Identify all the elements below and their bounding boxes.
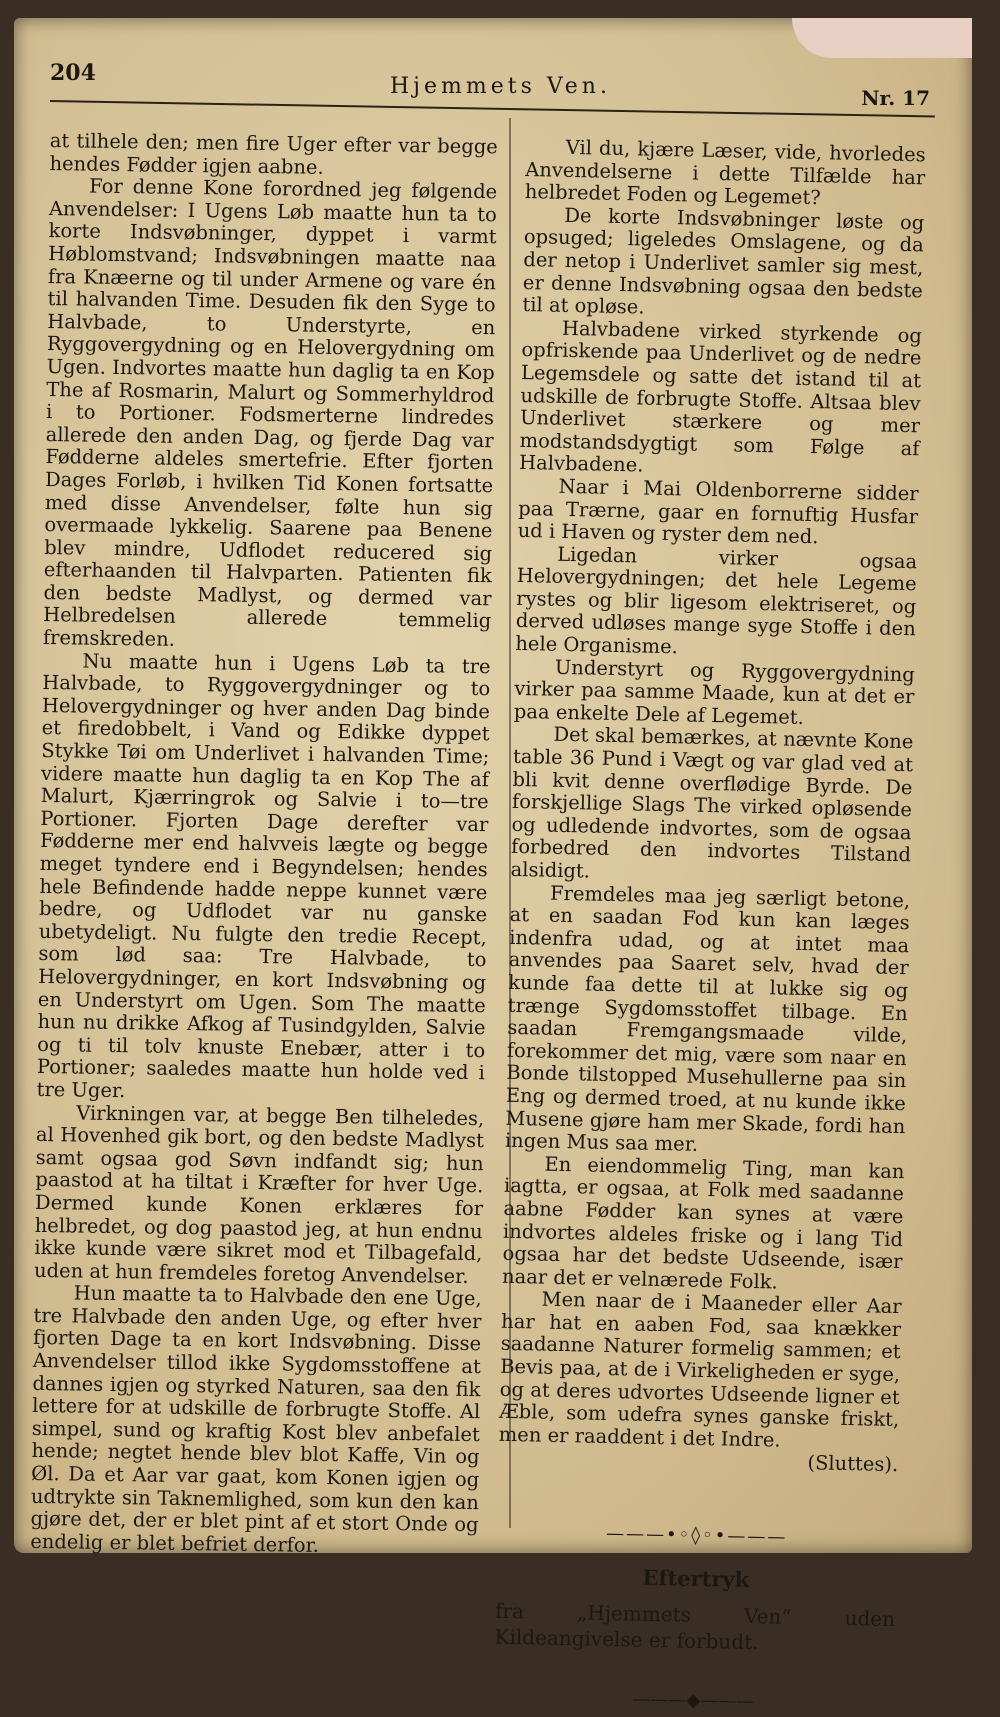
ornament-divider-bottom: ———◆——— xyxy=(632,1688,755,1713)
closing-note: (Sluttes). xyxy=(807,1451,899,1477)
paragraph: Virkningen var, at begge Ben tilheledes, al Hovenhed gik bort, og den bedste Madlyst samt ogsaa god Søvn indfandt sig; hun paastod at ha tiltat i Kræfter for hver Uge. Dermed kunde Konen erklæres for helbredet, og dog paastod jeg, at hun endnu ikke kunde være sikret mod et Tilbagefald, uden at hun fremdeles foretog Anvendelser. xyxy=(33,1100,485,1288)
paragraph: Nu maatte hun i Ugens Løb ta tre Halvbade, to Ryggovergydninger og to Helovergydninger og hver anden Dag binde et firedobbelt, i Vand og Edikke dyppet Stykke Tøi om Underlivet i halvanden Time; videre maatte hun daglig ta en Kop The af Malurt, Kjærringrok og Salvie i to—tre Portioner. Fjorten Dage derefter var Fødderne mer end halvveis lægte og begge meget tyndere end i Begyndelsen; hendes hele Befindende hadde neppe kunnet være bedre, og Udflodet var nu ganske ubetydeligt. Nu fulgte den tredie Recept, som lød saa: Tre Halvbade, to Helovergydninger, en kort Indsvøbning og en Understyrt om Ugen. Som The maatte hun nu drikke Afkog af Tusindgylden, Salvie og ti til tolv knuste Enebær, atter i to Portioner; saaledes maatte hun holde ved i tre Uger. xyxy=(36,649,491,1103)
paragraph: Ligedan virker ogsaa Helovergydningen; det hele Legeme rystes og blir ligesom elektriseret, og derved udløses mange syge Stoffe i den hele Organisme. xyxy=(515,542,918,659)
page-corner xyxy=(792,18,972,58)
paragraph: Men naar de i Maaneder eller Aar har hat en aaben Fod, saa knækker saadanne Naturer formelig sammen; et Bevis paa, at de i Virkeligheden er syge, og at deres udvortes Udseende ligner et Æble, som udefra synes ganske friskt, men er raaddent i det Indre. xyxy=(498,1287,902,1452)
book-page xyxy=(14,18,972,1713)
paragraph: Fremdeles maa jeg særligt betone, at en saadan Fod kun kan læges indenfra udad, og at intet maa anvendes paa Saaret selv, hvad der kunde faa dette til at lukke sig og trænge Sygdomsstoffet tilbage. En saadan Fremgangsmaade vilde, forekommer det mig, være som naar en Bonde tilstopped Musehullerne paa sin Eng og dermed troed, at nu kunde ikke Musene gjøre ham mer Skade, fordi han ingen Mus saa mer. xyxy=(504,881,911,1156)
paragraph: Understyrt og Ryggovergydning virker paa samme Maade, kun at det er paa enkelte Dele af Legemet. xyxy=(513,655,916,729)
paragraph: Halvbadene virked styrkende og opfriskende paa Underlivet og de nedre Legemsdele og satte det istand til at udskille de forbrugte Stoffe. Altsaa blev Underlivet stærkere og mer modstandsdygtigt som Følge af Halvbadene. xyxy=(518,316,923,477)
notice-text: fra „Hjemmets Ven“ uden Kildeangivelse er forbudt. xyxy=(494,1598,896,1655)
paragraph: Hun maatte ta to Halvbade den ene Uge, tre Halvbade den anden Uge, og efter hver fjorten Dage ta en kort Indsvøbning. Disse Anvendelser tillod ikke Sygdomsstoffene at dannes igjen og styrked Naturen, saa den fik lettere for at udskille de forbrugte Stoffe. Al simpel, sund og kraftig Kost blev anbefalet hende; negtet hende blev blot Kaffe, Vin og Øl. Da et Aar var gaat, kom Konen igjen og udtrykte sin Taknemlighed, som kun den kan gjøre det, der er blet pint af et stort Onde og endelig er blet befriet derfor. xyxy=(30,1281,482,1557)
issue-number: Nr. 17 xyxy=(861,86,930,110)
running-title: Hjemmets Ven. xyxy=(390,74,611,99)
ornament-divider: ———•◦◊◦•——— xyxy=(605,1523,788,1548)
paragraph: En eiendommelig Ting, man kan iagtta, er ogsaa, at Folk med saadanne aabne Fødder kan synes at være indvortes aldeles friske og i lang Tid ogsaa har det bedste Udseende, især naar det er velnærede Folk. xyxy=(501,1152,905,1294)
paragraph: at tilhele den; men fire Uger efter var begge hendes Fødder igjen aabne. xyxy=(49,129,498,179)
notice-heading: Eftertryk xyxy=(642,1564,750,1592)
paragraph: Vil du, kjære Læser, vide, hvorledes Anvendelserne i dette Tilfælde har helbredet Foden og Legemet? xyxy=(524,135,926,210)
page-number: 204 xyxy=(50,60,96,86)
paragraph: Naar i Mai Oldenborrerne sidder paa Trærne, gaar en fornuftig Husfar ud i Haven og ryster dem ned. xyxy=(517,474,919,549)
right-column xyxy=(493,136,926,1717)
left-column xyxy=(30,130,498,1560)
paragraph: For denne Kone forordned jeg følgende Anvendelser: I Ugens Løb maatte hun ta to korte Indsvøbninger, dyppet i varmt Høblomstvand; Indsvøbningen maatte naa fra Knæerne og til under Armene og vare én til halvanden Time. Desuden fik den Syge to Halvbade, to Understyrte, en Ryggovergydning og en Helovergydning om Ugen. Indvortes maatte hun daglig ta en Kop The af Rosmarin, Malurt og Sommerhyldrod i to Portioner. Fodsmerterne lindredes allerede den anden Dag, og fjerde Dag var Fødderne aldeles smertefrie. Efter fjorten Dages Forløb, i hvilken Tid Konen fortsatte med disse Anvendelser, følte hun sig overmaade lykkelig. Saarene paa Benene blev mindre, Udflodet reducered sig efterhaanden til Halvparten. Patienten fik den bedste Madlyst, og dermed var Helbredelsen allerede temmelig fremskreden. xyxy=(42,174,498,651)
paragraph: Det skal bemærkes, at nævnte Kone table 36 Pund i Vægt og var glad ved at bli kvit denne overflødige Byrde. De forskjellige Slags The virked opløsende og udledende indvortes, som de ogsaa forbedred den indvortes Tilstand alsidigt. xyxy=(510,723,914,883)
paragraph: De korte Indsvøbninger løste og opsuged; ligeledes Omslagene, og da der netop i Underlivet samler sig mest, er denne Indsvøbning ogsaa den bedste til at opløse. xyxy=(522,203,925,319)
